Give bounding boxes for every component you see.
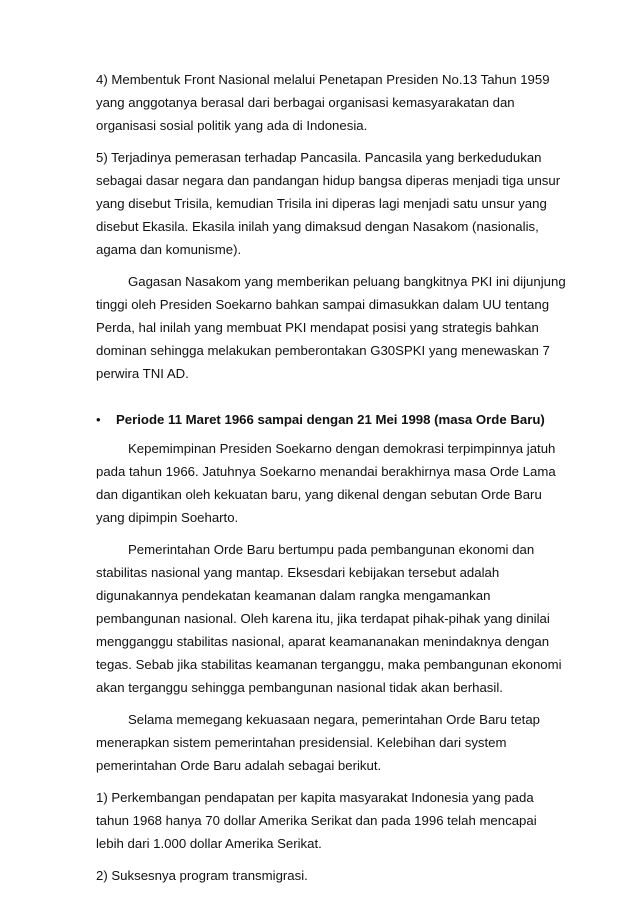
bullet-icon: •	[96, 412, 101, 427]
paragraph-gagasan-nasakom: Gagasan Nasakom yang memberikan peluang bangkitnya PKI ini dijunjung tinggi oleh Presiden Soekarno bahkan sampai dimasukkan dalam UU tentang Perda, hal inilah yang membuat PKI mendapat posisi yang strategis bahkan dominan sehingga melakukan pemberontakan G30SPKI yang menewaskan 7 perwira TNI AD.	[96, 274, 566, 381]
document-page	[96, 68, 566, 896]
paragraph-pemerintahan-orde-baru: Pemerintahan Orde Baru bertumpu pada pembangunan ekonomi dan stabilitas nasional yang mantap. Eksesdari kebijakan tersebut adalah digunakannya pendekatan keamanan dalam rangka mengamankan pembangunan nasional. Oleh karena itu, jika terdapat pihak-pihak yang dinilai mengganggu stabilitas nasional, aparat keamananakan menindaknya dengan tegas. Sebab jika stabilitas keamanan terganggu, maka pembangunan ekonomi akan terganggu sehingga pembangunan nasional tidak akan berhasil.	[96, 542, 562, 695]
blank-line	[96, 394, 566, 408]
paragraph-kepemimpinan-soekarno: Kepemimpinan Presiden Soekarno dengan demokrasi terpimpinnya jatuh pada tahun 1966. Jatuhnya Soekarno menandai berakhirnya masa Orde Lama dan digantikan oleh kekuatan baru, yang dikenal dengan sebutan Orde Baru yang dipimpin Soeharto.	[96, 441, 556, 525]
paragraph-front-nasional: 4) Membentuk Front Nasional melalui Penetapan Presiden No.13 Tahun 1959 yang anggotanya berasal dari berbagai organisasi kemasyarakatan dan organisasi sosial politik yang ada di Indonesia.	[96, 72, 550, 133]
paragraph-pendapatan-per-kapita: 1) Perkembangan pendapatan per kapita masyarakat Indonesia yang pada tahun 1968 hanya 70 dollar Amerika Serikat dan pada 1996 telah mencapai lebih dari 1.000 dollar Amerika Serikat.	[96, 790, 537, 851]
section-heading-orde-baru	[96, 408, 566, 431]
section-heading-text: Periode 11 Maret 1966 sampai dengan 21 Mei 1998 (masa Orde Baru)	[116, 412, 545, 427]
paragraph-pemerasan-pancasila: 5) Terjadinya pemerasan terhadap Pancasila. Pancasila yang berkedudukan sebagai dasar negara dan pandangan hidup bangsa diperas menjadi tiga unsur yang disebut Trisila, kemudian Trisila ini diperas lagi menjadi satu unsur yang disebut Ekasila. Ekasila inilah yang dimaksud dengan Nasakom (nasionalis, agama dan komunisme).	[96, 150, 561, 257]
paragraph-transmigrasi: 2) Suksesnya program transmigrasi.	[96, 868, 308, 883]
paragraph-sistem-presidensial: Selama memegang kekuasaan negara, pemerintahan Orde Baru tetap menerapkan sistem pemerintahan presidensial. Kelebihan dari system pemerintahan Orde Baru adalah sebagai berikut.	[96, 712, 540, 773]
